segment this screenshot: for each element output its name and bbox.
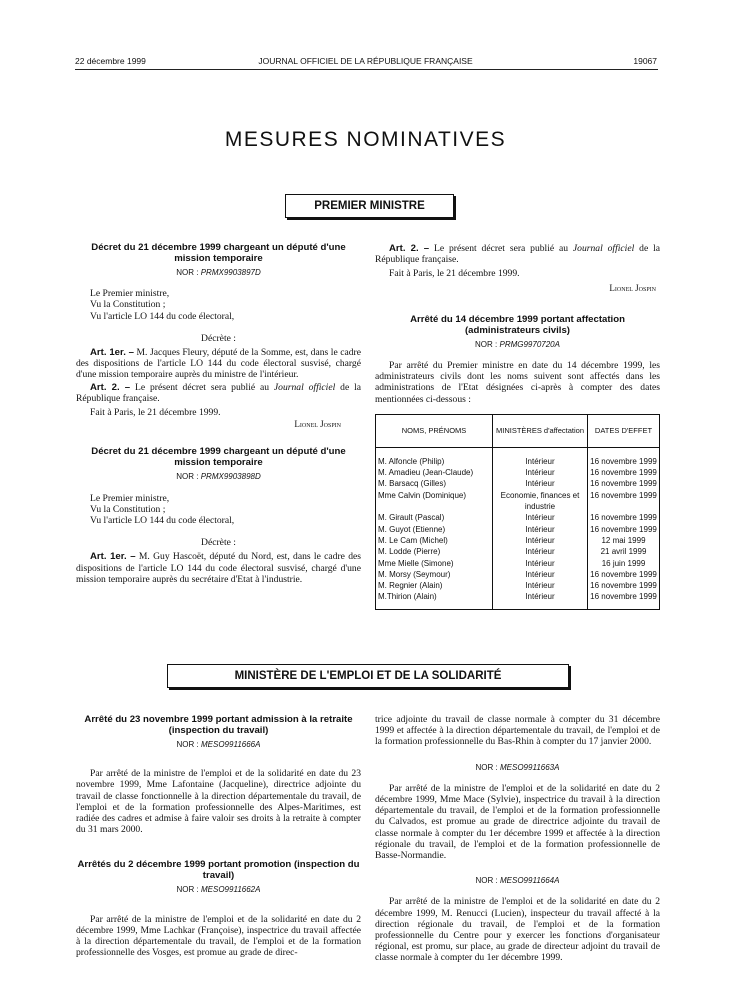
section-box-ministere-emploi: MINISTÈRE DE L'EMPLOI ET DE LA SOLIDARITÉ: [167, 664, 569, 688]
table-cell-ministere: Intérieur: [493, 535, 588, 546]
arrete-mace-text: Par arrêté de la ministre de l'emploi et de la solidarité en date du 2 décembre 1999, Mme Mace (Sylvie), inspectrice du travail à la direction départementale du travail, de l'emploi et de la formation professionnelle du Calvados, est promue au grade de directrice adjointe du travail de classe normale à compter du 1er décembre 1999 et affectée à la direction régionale du travail, de l'emploi et de la formation professionnelle de Basse-Normandie.: [375, 782, 660, 862]
affectation-table: [376, 415, 659, 609]
arrete-renucci-nor: NOR : MESO9911664A: [475, 876, 560, 886]
table-row: [376, 546, 659, 557]
arrete-mace-nor: NOR : MESO9911663A: [475, 762, 560, 772]
arrete-retraite-title: Arrêté du 23 novembre 1999 portant admission à la retraite (inspection du travail): [84, 714, 353, 736]
arrete-promotion-text: Par arrêté de la ministre de l'emploi et de la solidarité en date du 2 décembre 1999, Mme Lachkar (Françoise), inspectrice du travail affectée à la direction départementale du travail, de l'emploi et de la formation professionnelle des Vosges, est promue au grade de direc-: [76, 913, 361, 959]
table-cell-date: 21 avril 1999: [600, 547, 647, 557]
arrete-retraite-nor: NOR : MESO9911666A: [176, 740, 261, 749]
table-row: [376, 580, 659, 591]
table-cell-ministere: Intérieur: [493, 580, 588, 591]
decret2-article1: Art. 1er. – M. Guy Hascoët, député du Nord, est, dans le cadre des dispositions de l'article LO 144 du code électoral susvisé, chargé d'une mission temporaire auprès du secrétaire d'Etat à l'industrie.: [76, 551, 362, 585]
table-cell-date: 16 novembre 1999: [590, 581, 657, 591]
table-header-dates: DATES D'EFFET: [588, 415, 660, 448]
table-cell-name: M. Morsy (Seymour): [376, 569, 493, 580]
table-cell-date: 16 novembre 1999: [590, 592, 657, 602]
left-column-section2: [76, 714, 361, 958]
table-row: [376, 591, 659, 602]
decret2-signature: Lionel Jospin: [609, 282, 656, 293]
table-cell-ministere: Intérieur: [493, 591, 588, 602]
affectation-table-body: [376, 447, 659, 608]
table-row: [376, 512, 659, 523]
table-cell-ministere: Intérieur: [493, 512, 588, 523]
decret1-visa3: Vu l'article LO 144 du code électoral,: [90, 310, 235, 322]
table-cell-date: 16 juin 1999: [601, 558, 646, 568]
header-date: 22 décembre 1999: [75, 56, 146, 66]
table-cell-name: M. Regnier (Alain): [376, 580, 493, 591]
table-cell-ministere: Intérieur: [493, 524, 588, 535]
page-title: MESURES NOMINATIVES: [224, 128, 507, 151]
table-cell-name: M. Barsacq (Gilles): [376, 478, 493, 489]
table-cell-name: M.Thirion (Alain): [376, 591, 493, 602]
right-column-section2: [375, 714, 660, 964]
decret2-title: Décret du 21 décembre 1999 chargeant un député d'une mission temporaire: [91, 446, 346, 469]
table-cell-date: 16 novembre 1999: [590, 468, 657, 478]
table-cell-ministere: Intérieur: [493, 558, 588, 569]
arrete-promotion-nor: NOR : MESO9911662A: [176, 885, 261, 895]
table-cell-ministere: Intérieur: [493, 447, 588, 467]
decret1-signature: Lionel Jospin: [294, 419, 341, 430]
table-cell-name: M. Alfoncle (Philip): [376, 447, 493, 467]
table-row: [376, 447, 659, 467]
decret2-visa1: Le Premier ministre,: [90, 492, 170, 504]
table-row: [376, 490, 659, 513]
table-row: [376, 558, 659, 569]
arrete-promotion-title: Arrêtés du 2 décembre 1999 portant promotion (inspection du travail): [77, 859, 360, 882]
decret1-decrete: Décrète :: [201, 332, 236, 344]
table-row: [376, 478, 659, 489]
arrete-affectation-nor: NOR : PRMG9970720A: [475, 339, 560, 349]
table-cell-name: M. Le Cam (Michel): [376, 535, 493, 546]
table-cell-name: M. Guyot (Etienne): [376, 524, 493, 535]
table-cell-date: 16 novembre 1999: [590, 524, 657, 534]
decret1-article2: Art. 2. – Le présent décret sera publié au Journal officiel de la République française.: [76, 381, 361, 404]
table-cell-name: M. Amadieu (Jean-Claude): [376, 467, 493, 478]
table-cell-name: Mme Calvin (Dominique): [376, 490, 493, 513]
table-cell-name: M. Girault (Pascal): [376, 512, 493, 523]
decret2-decrete: Décrète :: [201, 537, 236, 549]
decret1-visa1: Le Premier ministre,: [90, 288, 170, 300]
table-cell-date: 16 novembre 1999: [590, 456, 657, 466]
table-cell-ministere: Intérieur: [493, 546, 588, 557]
table-spacer-row: [376, 603, 659, 609]
table-header-names: NOMS, PRÉNOMS: [376, 415, 493, 448]
table-cell-name: Mme Mielle (Simone): [376, 558, 493, 569]
table-cell-ministere: Intérieur: [493, 569, 588, 580]
affectation-table-frame: [375, 414, 660, 610]
decret2-nor: NOR : PRMX9903898D: [176, 472, 261, 482]
decret1-article1: Art. 1er. – M. Jacques Fleury, député de la Somme, est, dans le cadre des dispositions de l'article LO 144 du code électoral susvisé, chargé d'une mission temporaire auprès du ministre de l'intérieur.: [76, 347, 361, 381]
table-cell-name: M. Lodde (Pierre): [376, 546, 493, 557]
decret1-nor: NOR : PRMX9903897D: [176, 268, 261, 277]
right-column-section1: [375, 243, 660, 610]
header-page-number: 19067: [633, 56, 657, 66]
table-row: [376, 524, 659, 535]
decret2-article2: Art. 2. – Le présent décret sera publié au Journal officiel de la République française.: [375, 243, 660, 266]
decret1-title: Décret du 21 décembre 1999 chargeant un député d'une mission temporaire: [91, 242, 346, 264]
arrete-affectation-intro: Par arrêté du Premier ministre en date du 14 décembre 1999, les administrateurs civils dont les noms suivent sont affectés dans les administrations de l'Etat désignées ci-après à compter des dates mentionnées ci-dessous :: [375, 360, 660, 405]
table-cell-date: 16 novembre 1999: [590, 490, 657, 500]
table-header-ministeres: MINISTÈRES d'affectation: [493, 415, 588, 448]
table-cell-date: 16 novembre 1999: [590, 479, 657, 489]
table-cell-date: 16 novembre 1999: [590, 513, 657, 523]
header-rule: [75, 69, 658, 70]
table-cell-ministere: Intérieur: [493, 478, 588, 489]
arrete-renucci-text: Par arrêté de la ministre de l'emploi et de la solidarité en date du 2 décembre 1999, M. Renucci (Lucien), inspecteur du travail affecté à la direction régionale du travail, de l'emploi et de la formation professionnelle du Centre pour y exercer les fonctions d'organisateur régional, est promu, sur place, au grade de directeur adjoint du travail de classe normale à compter du 1er décembre 1999.: [375, 896, 660, 964]
arrete-retraite-text: Par arrêté de la ministre de l'emploi et de la solidarité en date du 23 novembre 1999, Mme Lafontaine (Jacqueline), directrice adjointe du travail de classe fonctionnelle à la direction départementale du travail, de l'emploi et de la formation professionnelle des Alpes-Maritimes, est radiée des cadres et admise à faire valoir ses droits à la retraite à compter du 31 mars 2000.: [76, 768, 361, 836]
table-cell-date: 16 novembre 1999: [590, 569, 657, 579]
table-cell-ministere: Intérieur: [493, 467, 588, 478]
section-box-premier-ministre: PREMIER MINISTRE: [285, 194, 454, 218]
table-cell-ministere: Economie, finances et industrie: [493, 490, 588, 513]
left-column-section1: [76, 242, 361, 585]
table-row: [376, 535, 659, 546]
decret2-visa2: Vu la Constitution ;: [90, 503, 166, 515]
decret1-visa2: Vu la Constitution ;: [90, 299, 166, 311]
table-row: [376, 467, 659, 478]
decret2-visa3: Vu l'article LO 144 du code électoral,: [90, 515, 235, 527]
arrete-promotion-continued: trice adjointe du travail de classe normale à compter du 31 décembre 1999 et affectée à la direction départementale du travail, de l'emploi et de la formation professionnelle du Bas-Rhin à compter du 17 janvier 2000.: [375, 714, 660, 748]
header-journal-title: JOURNAL OFFICIEL DE LA RÉPUBLIQUE FRANÇAISE: [258, 56, 473, 66]
table-row: [376, 569, 659, 580]
decret2-fait: Fait à Paris, le 21 décembre 1999.: [389, 268, 520, 280]
decret1-fait: Fait à Paris, le 21 décembre 1999.: [90, 407, 221, 419]
table-cell-date: 12 mai 1999: [601, 535, 646, 545]
arrete-affectation-title: Arrêté du 14 décembre 1999 portant affectation (administrateurs civils): [410, 313, 625, 336]
